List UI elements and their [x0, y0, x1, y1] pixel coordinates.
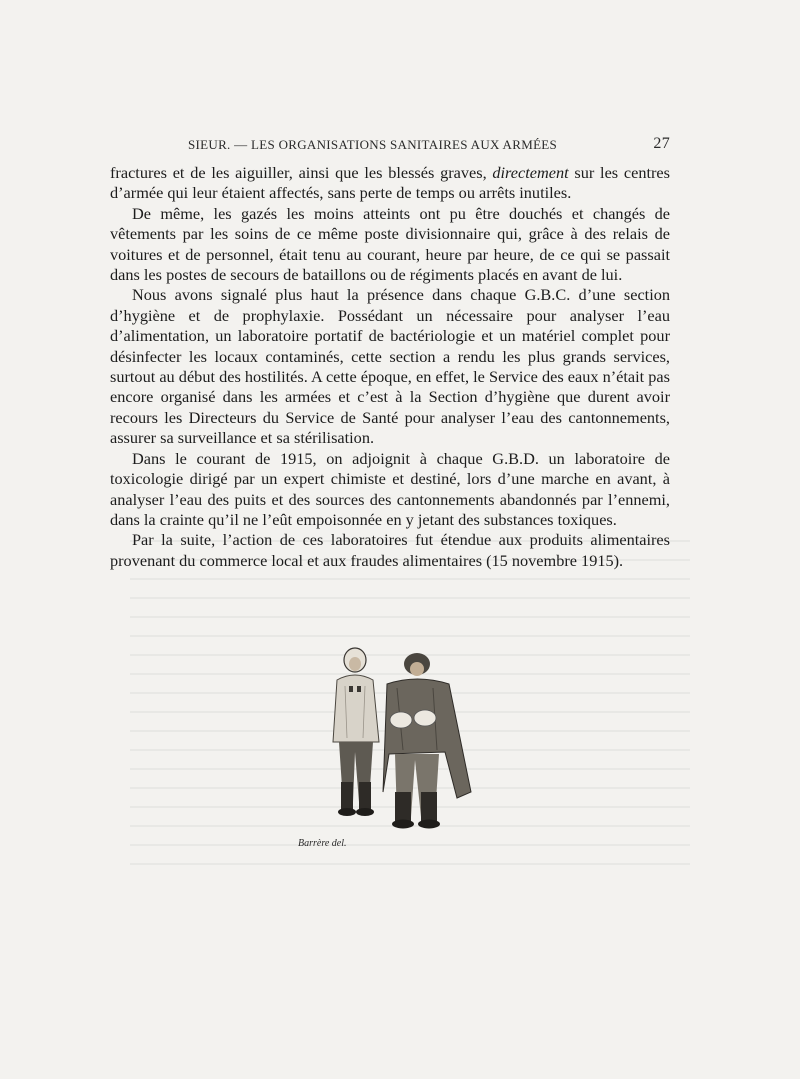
paragraph-2: De même, les gazés les moins atteints ont pu être douchés et changés de vêtements par les soins de ce même poste divisionnaire qui, grâce à des relais de voitures et de personnel, était tenu au courant, heure par heure, de ce qui se passait dans les postes de secours de bataillons ou de régiments placés en avant de lui.	[110, 203, 670, 285]
paragraph-1	[110, 163, 670, 204]
paragraph-5: Par la suite, l’action de ces laboratoires fut étendue aux produits alimentaires provenant du commerce local et aux fraudes alimentaires (15 novembre 1915).	[110, 530, 670, 570]
page-number: 27	[653, 135, 670, 152]
paragraph-1-emphasis: directement	[492, 163, 569, 182]
paragraph-4: Dans le courant de 1915, on adjoignit à chaque G.B.D. un laboratoire de toxicologie dirigé par un expert chimiste et destiné, lors d’une marche en avant, à analyser l’eau des puits et des sources des cantonnements abandonnés par l’ennemi, dans la crainte qu’il ne l’eût empoisonnée en y jetant des substances toxiques.	[110, 448, 670, 529]
running-title: SIEUR. — LES ORGANISATIONS SANITAIRES AUX ARMÉES	[188, 137, 558, 152]
illustration-two-soldiers	[325, 642, 485, 842]
paragraph-3: Nous avons signalé plus haut la présence dans chaque G.B.C. d’une section d’hygiène et de prophylaxie. Possédant un nécessaire pour analyser l’eau d’alimentation, un laboratoire portatif de bactériologie et un matériel complet pour désinfecter les locaux contaminés, cette section a rendu les plus grands services, surtout au début des hostilités. A cette époque, en effet, le Service des eaux n’était pas encore organisé dans les armées et c’est à la Section d’hygiène que durent avoir recours les Directeurs du Service de Santé pour analyser l’eau des cantonnements, assurer sa surveillance et sa stérilisation.	[110, 285, 670, 448]
body-text	[110, 163, 670, 571]
soldier-right-figure	[383, 653, 471, 829]
figure-caption: Barrère del.	[298, 838, 347, 849]
paragraph-1-text-a: fractures et de les aiguiller, ainsi que les blessés graves,	[110, 163, 493, 182]
paragraph-1-text-b: sur les centres d’armée qui leur étaient affectés, sans perte de temps ou arrêts inutiles.	[110, 163, 670, 203]
soldier-left-figure	[333, 648, 379, 816]
